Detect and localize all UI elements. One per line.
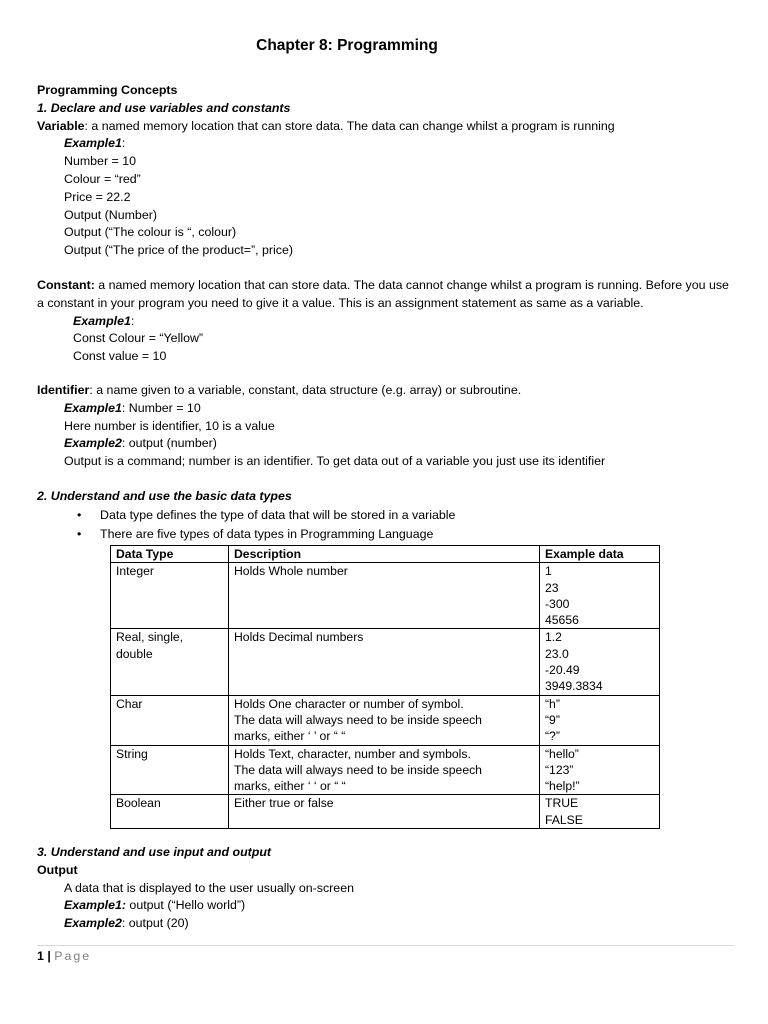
table-row xyxy=(111,629,660,695)
code-line: Output (“The colour is “, colour) xyxy=(64,225,237,240)
code-line: Const value = 10 xyxy=(73,349,167,364)
table-row xyxy=(111,695,660,745)
constant-term: Constant: xyxy=(37,278,95,292)
bullet-text: Data type defines the type of data that will be stored in a variable xyxy=(100,507,456,522)
constant-block xyxy=(37,277,737,366)
type-cell xyxy=(111,745,229,795)
constant-definition xyxy=(37,277,737,313)
table-row xyxy=(111,563,660,629)
cell-text: Either true or false xyxy=(234,796,334,811)
bullet-icon: • xyxy=(77,507,82,522)
table-row xyxy=(111,795,660,829)
cell-text: FALSE xyxy=(545,812,583,827)
code-line: Const Colour = “Yellow” xyxy=(73,331,204,346)
example-cell xyxy=(540,695,660,745)
footer-divider xyxy=(37,945,734,946)
page-number: 1 xyxy=(37,949,44,963)
cell-text: 1 xyxy=(545,564,552,579)
constant-definition-text: a named memory location that can store data. The data cannot change whilst a program is running. Before you use a constant in your program you need to give it a value. This is an assignment statement as same as a variable. xyxy=(37,278,729,310)
type-cell xyxy=(111,795,229,829)
section-2 xyxy=(37,488,737,545)
cell-text: Holds Decimal numbers xyxy=(234,630,364,645)
identifier-note-2: Output is a command; number is an identifier. To get data out of a variable you just use its identifier xyxy=(64,454,606,469)
example-label: Example1 xyxy=(64,136,122,151)
page-title: Chapter 8: Programming xyxy=(256,37,438,54)
cell-text: -300 xyxy=(545,596,570,611)
type-cell xyxy=(111,695,229,745)
variable-term: Variable xyxy=(37,118,85,133)
cell-text: Real, single, xyxy=(116,630,184,645)
cell-text: TRUE xyxy=(545,796,579,811)
code-line: Number = 10 xyxy=(64,154,136,169)
cell-text: 23 xyxy=(545,580,559,595)
constant-example-label xyxy=(37,313,737,331)
identifier-block xyxy=(37,382,737,471)
cell-text: 23.0 xyxy=(545,646,569,661)
s1-heading: 1. Declare and use variables and constants xyxy=(37,100,291,115)
cell-text: Holds Whole number xyxy=(234,564,348,579)
cell-text: 45656 xyxy=(545,613,579,628)
example-text: : Number = 10 xyxy=(121,400,201,415)
list-item xyxy=(37,525,737,545)
cell-text: double xyxy=(116,646,153,661)
cell-text: “?” xyxy=(545,729,560,744)
example-cell xyxy=(540,795,660,829)
table-row xyxy=(111,745,660,795)
data-types-table xyxy=(110,545,660,829)
example-text: : output (number) xyxy=(121,436,217,451)
identifier-term: Identifier xyxy=(37,383,90,397)
example-label: Example1: xyxy=(64,898,126,913)
cell-text: “help!” xyxy=(545,779,580,794)
s3-heading: 3. Understand and use input and output xyxy=(37,845,272,859)
page-footer xyxy=(37,947,91,965)
cell-text: “123” xyxy=(545,762,574,777)
example-label: Example2 xyxy=(64,436,122,451)
cell-text: Boolean xyxy=(116,796,161,811)
s3-example-2 xyxy=(37,915,737,933)
cell-text: “h” xyxy=(545,696,560,711)
cell-text: marks, either ‘ ’ or “ “ xyxy=(234,729,346,744)
bullet-icon: • xyxy=(77,527,82,542)
section-1-intro xyxy=(37,82,737,260)
page-word: Page xyxy=(54,949,92,963)
description-cell xyxy=(229,629,540,695)
identifier-definition xyxy=(37,382,737,400)
code-line: Output (Number) xyxy=(64,207,157,222)
s3-example-1 xyxy=(37,897,737,915)
s3-definition: A data that is displayed to the user usually on-screen xyxy=(64,880,354,895)
cell-text: marks, either ‘ ‘ or “ “ xyxy=(234,779,346,794)
variable-definition xyxy=(37,118,737,136)
example-label: Example1 xyxy=(73,313,131,328)
column-header: Description xyxy=(229,546,540,563)
variable-example-label xyxy=(37,135,737,153)
cell-text: Holds Text, character, number and symbols. xyxy=(234,746,471,761)
example-cell xyxy=(540,629,660,695)
cell-text: The data will always need to be inside speech xyxy=(234,712,482,727)
description-cell xyxy=(229,695,540,745)
example-text: output (“Hello world”) xyxy=(125,898,246,913)
column-header: Example data xyxy=(540,546,660,563)
cell-text: 3949.3834 xyxy=(545,679,603,694)
example-label: Example2 xyxy=(64,916,122,931)
cell-text: “hello” xyxy=(545,746,579,761)
example-cell xyxy=(540,563,660,629)
example-cell xyxy=(540,745,660,795)
description-cell xyxy=(229,563,540,629)
code-line: Output (“The price of the product=”, price) xyxy=(64,243,293,258)
example-colon: : xyxy=(121,136,126,151)
cell-text: Integer xyxy=(116,564,154,579)
s3-subheading: Output xyxy=(37,862,78,877)
identifier-note-1: Here number is identifier, 10 is a value xyxy=(64,418,275,433)
example-colon: : xyxy=(130,313,135,328)
bullet-list xyxy=(37,506,737,545)
example-label: Example1 xyxy=(64,400,122,415)
cell-text: Char xyxy=(116,696,143,711)
list-item xyxy=(37,506,737,526)
bullet-text: There are five types of data types in Programming Language xyxy=(100,527,434,542)
cell-text: “9” xyxy=(545,712,560,727)
column-header: Data Type xyxy=(111,546,229,563)
section-3 xyxy=(37,844,737,933)
description-cell xyxy=(229,795,540,829)
code-line: Colour = “red” xyxy=(64,171,141,186)
example-text: : output (20) xyxy=(121,916,189,931)
cell-text: -20.49 xyxy=(545,663,580,678)
section-heading: Programming Concepts xyxy=(37,83,178,97)
identifier-example-2 xyxy=(37,435,737,453)
description-cell xyxy=(229,745,540,795)
type-cell xyxy=(111,563,229,629)
cell-text: The data will always need to be inside speech xyxy=(234,762,482,777)
code-line: Price = 22.2 xyxy=(64,189,131,204)
variable-definition-text: : a named memory location that can store data. The data can change whilst a program is running xyxy=(84,118,615,133)
cell-text: String xyxy=(116,746,148,761)
type-cell xyxy=(111,629,229,695)
s2-heading: 2. Understand and use the basic data types xyxy=(37,489,292,503)
cell-text: 1.2 xyxy=(545,630,562,645)
cell-text: Holds One character or number of symbol. xyxy=(234,696,464,711)
table-header-row xyxy=(111,546,660,563)
footer-separator: | xyxy=(43,949,55,963)
identifier-definition-text: : a name given to a variable, constant, data structure (e.g. array) or subroutine. xyxy=(89,383,522,397)
identifier-example-1 xyxy=(37,400,737,418)
